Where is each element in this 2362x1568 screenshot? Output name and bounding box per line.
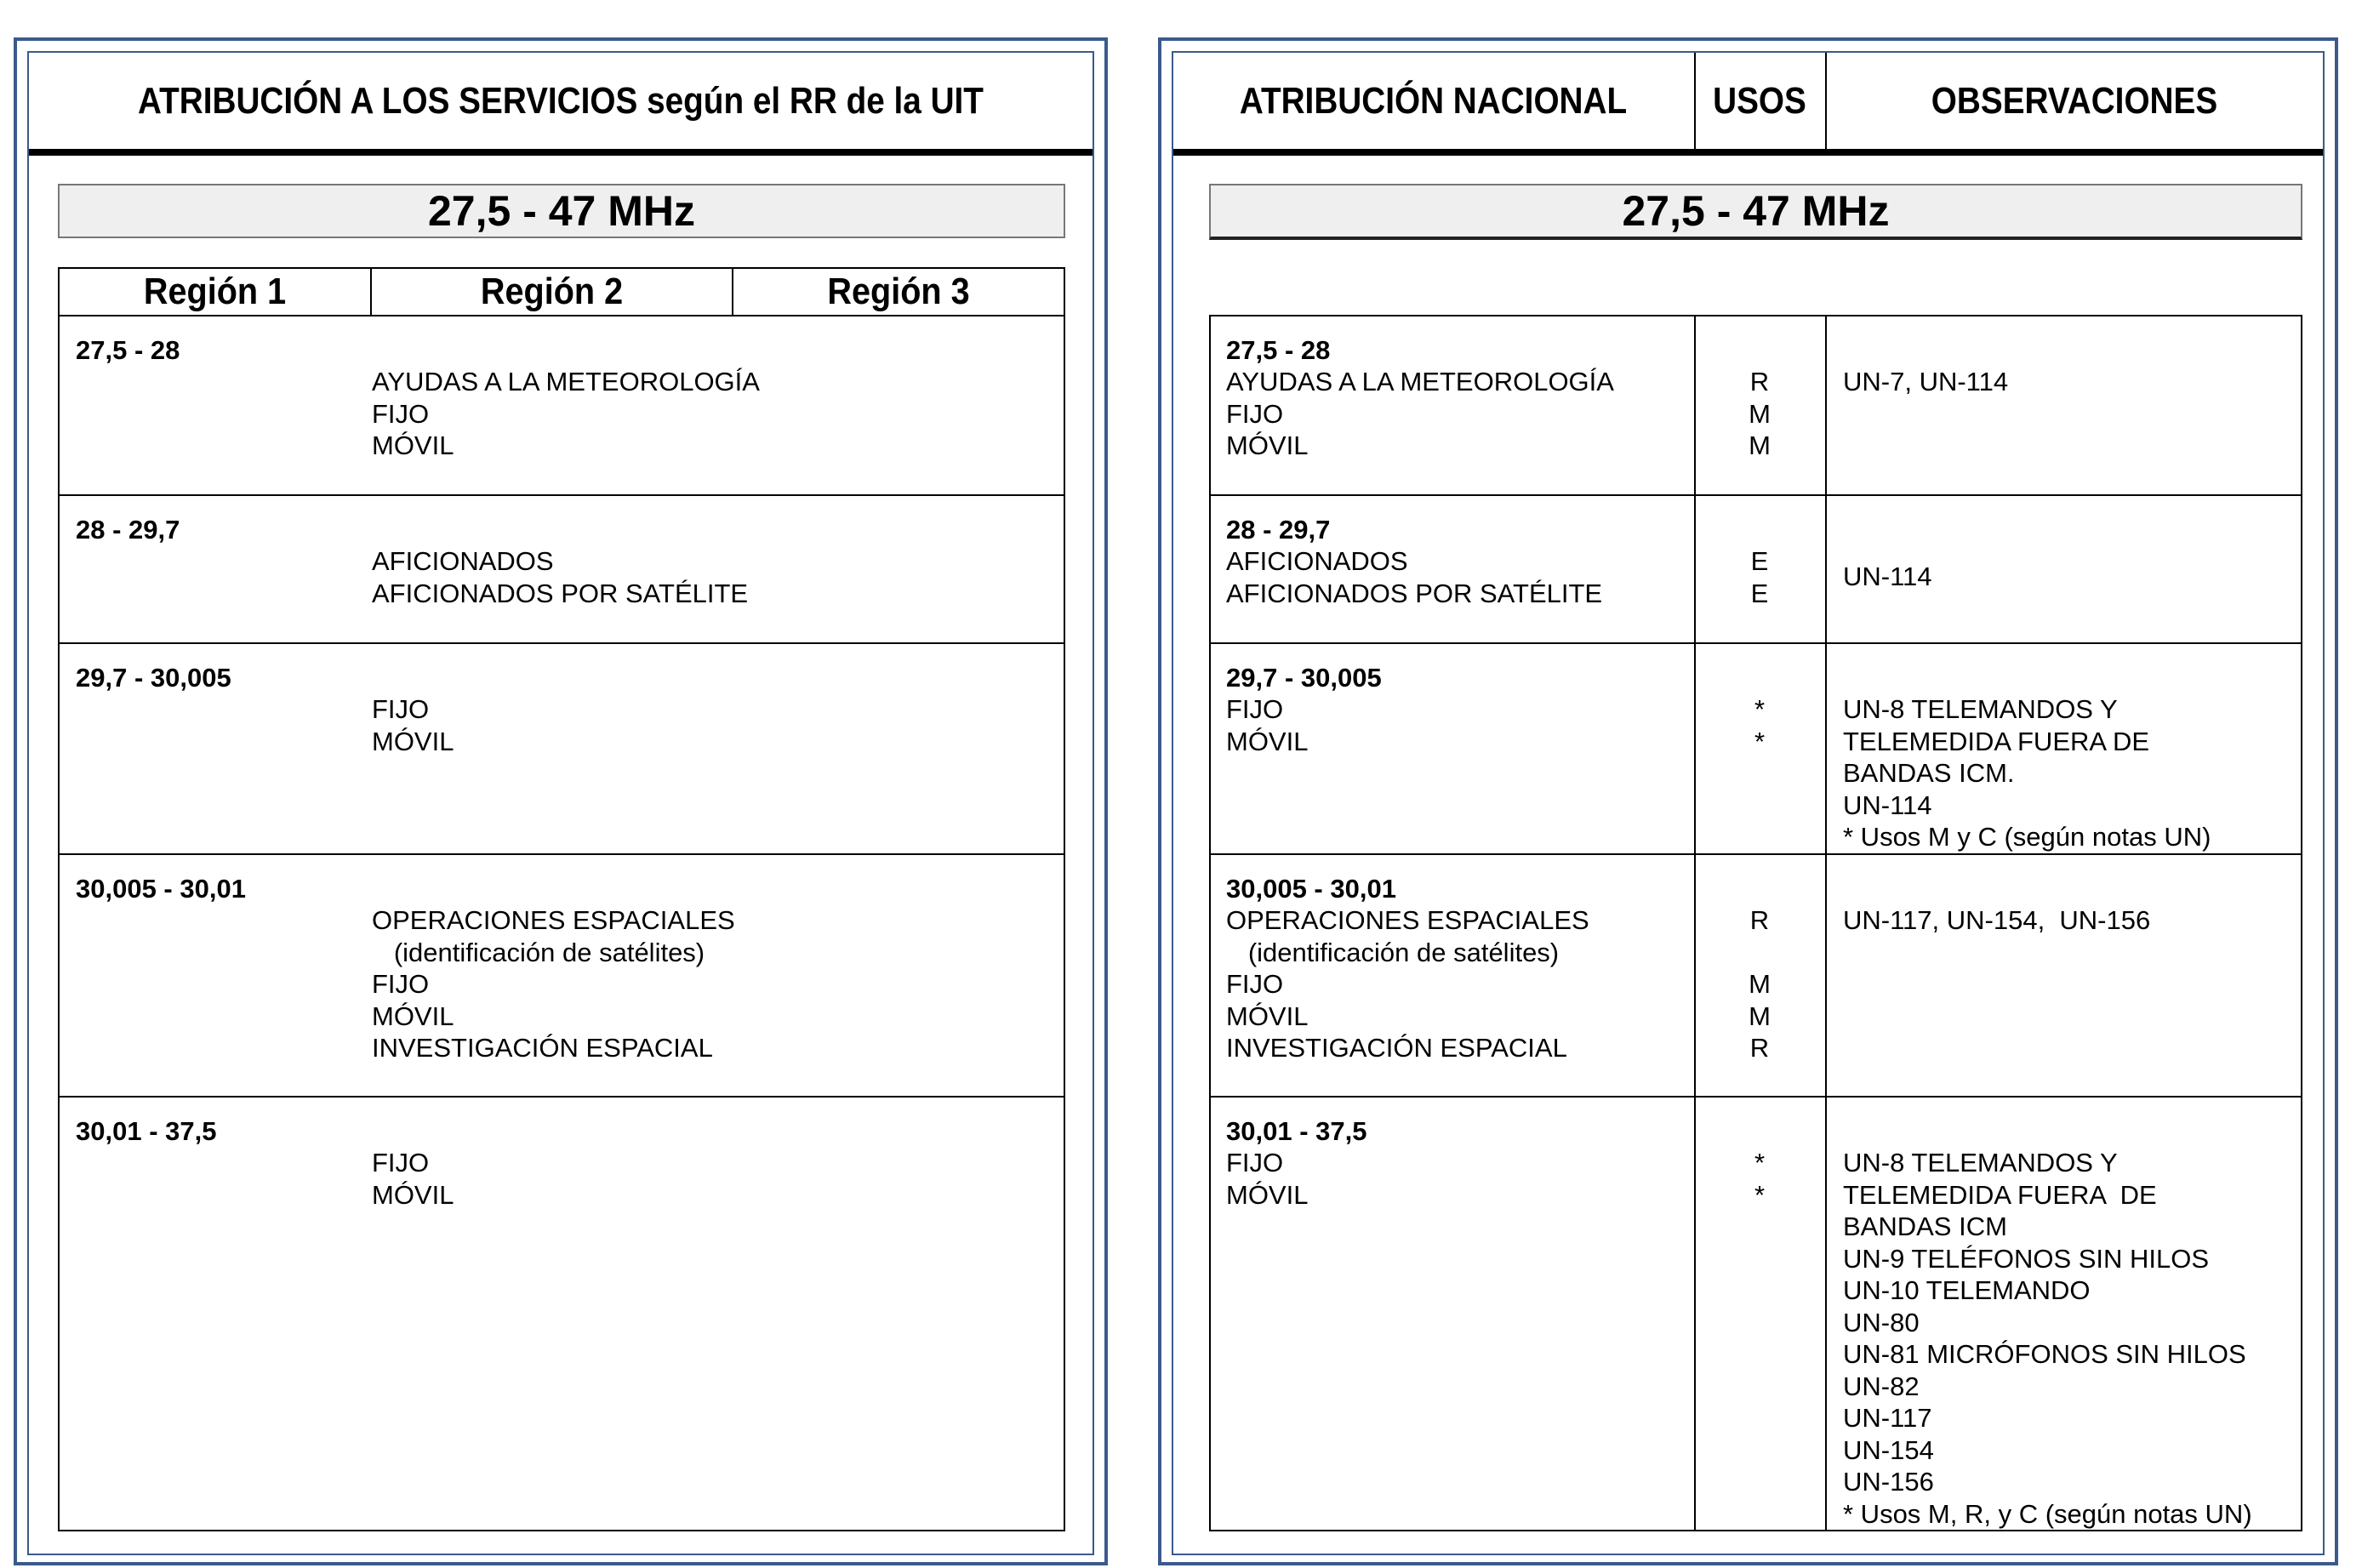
left-service: AFICIONADOS: [372, 546, 554, 576]
observation: UN-156: [1843, 1467, 1934, 1497]
left-service: MÓVIL: [372, 1001, 454, 1031]
uso-code: M: [1749, 1001, 1771, 1031]
right-service: FIJO: [1226, 1148, 1284, 1177]
left-band-label: 30,005 - 30,01: [76, 874, 246, 904]
left-service: FIJO: [372, 969, 430, 999]
right-service: MÓVIL: [1226, 1180, 1309, 1210]
observation: UN-154: [1843, 1435, 1934, 1465]
uso-code: M: [1749, 969, 1771, 999]
left-service: AFICIONADOS POR SATÉLITE: [372, 579, 749, 608]
left-service: FIJO: [372, 399, 430, 429]
left-service: (identificación de satélites): [372, 938, 705, 967]
title-usos: USOS: [1713, 79, 1806, 122]
right-service: FIJO: [1226, 399, 1284, 429]
left-band-label: 29,7 - 30,005: [76, 663, 231, 693]
uso-code: *: [1754, 1148, 1766, 1177]
observation: UN-117, UN-154, UN-156: [1843, 905, 2151, 935]
right-header-sep-2: [1825, 53, 1827, 149]
right-col-sep-2: [1825, 315, 1827, 1531]
right-service: AFICIONADOS: [1226, 546, 1408, 576]
uso-code: M: [1749, 430, 1771, 460]
observation: UN-81 MICRÓFONOS SIN HILOS: [1843, 1339, 2246, 1369]
right-row-line-4: [1209, 1096, 2302, 1098]
observation: TELEMEDIDA FUERA DE: [1843, 1180, 2157, 1210]
observation: UN-80: [1843, 1308, 1920, 1337]
left-service: FIJO: [372, 694, 430, 724]
right-header: [1173, 53, 2323, 156]
right-service: INVESTIGACIÓN ESPACIAL: [1226, 1033, 1567, 1063]
observation: UN-117: [1843, 1403, 1932, 1433]
left-service: FIJO: [372, 1148, 430, 1177]
right-band-label: 30,01 - 37,5: [1226, 1116, 1367, 1146]
observation: UN-7, UN-114: [1843, 367, 2009, 396]
uso-code: R: [1749, 905, 1770, 935]
right-header-sep-1: [1694, 53, 1696, 149]
observation: UN-114: [1843, 562, 1932, 591]
uso-code: M: [1749, 399, 1771, 429]
left-header: [29, 53, 1093, 156]
observation: BANDAS ICM.: [1843, 758, 2015, 788]
right-service: FIJO: [1226, 694, 1284, 724]
uso-code: *: [1754, 1180, 1766, 1210]
title-nacional: ATRIBUCIÓN NACIONAL: [1239, 79, 1628, 122]
right-row-line-3: [1209, 853, 2302, 855]
left-row-line-2: [58, 642, 1065, 644]
observation: * Usos M y C (según notas UN): [1843, 822, 2211, 852]
left-service: OPERACIONES ESPACIALES: [372, 905, 735, 935]
left-region-sep-2: [732, 267, 733, 315]
right-service: (identificación de satélites): [1226, 938, 1560, 967]
left-service: MÓVIL: [372, 727, 454, 756]
observation: UN-9 TELÉFONOS SIN HILOS: [1843, 1244, 2210, 1274]
right-band-label: 30,005 - 30,01: [1226, 874, 1396, 904]
left-service: AYUDAS A LA METEOROLOGÍA: [372, 367, 760, 396]
left-service: MÓVIL: [372, 1180, 454, 1210]
left-title: ATRIBUCIÓN A LOS SERVICIOS según el RR de la UIT: [138, 79, 984, 122]
uso-code: R: [1749, 367, 1770, 396]
observation: UN-114: [1843, 790, 1932, 820]
uso-code: E: [1750, 579, 1769, 608]
right-row-line-2: [1209, 642, 2302, 644]
observation: * Usos M, R, y C (según notas UN): [1843, 1499, 2252, 1529]
left-band-label: 27,5 - 28: [76, 335, 180, 365]
observation: UN-8 TELEMANDOS Y: [1843, 1148, 2118, 1177]
title-observaciones: OBSERVACIONES: [1931, 79, 2218, 122]
observation: UN-82: [1843, 1371, 1920, 1401]
uso-code: E: [1750, 546, 1769, 576]
left-band-label: 30,01 - 37,5: [76, 1116, 217, 1146]
region-3-header: Región 3: [827, 271, 970, 312]
left-row-line-1: [58, 494, 1065, 496]
right-service: FIJO: [1226, 969, 1284, 999]
right-service: MÓVIL: [1226, 727, 1309, 756]
observation: UN-8 TELEMANDOS Y: [1843, 694, 2118, 724]
left-range-box: 27,5 - 47 MHz: [58, 184, 1065, 238]
uso-code: *: [1754, 727, 1766, 756]
right-band-label: 29,7 - 30,005: [1226, 663, 1382, 693]
region-1-header: Región 1: [143, 271, 287, 312]
region-2-header: Región 2: [480, 271, 624, 312]
right-range-box: 27,5 - 47 MHz: [1209, 184, 2302, 240]
observation: BANDAS ICM: [1843, 1212, 2007, 1241]
uso-code: R: [1749, 1033, 1770, 1063]
right-service: OPERACIONES ESPACIALES: [1226, 905, 1589, 935]
right-band-label: 27,5 - 28: [1226, 335, 1331, 365]
right-service: MÓVIL: [1226, 1001, 1309, 1031]
right-col-sep-1: [1694, 315, 1696, 1531]
right-band-label: 28 - 29,7: [1226, 515, 1331, 545]
observation: UN-10 TELEMANDO: [1843, 1275, 2091, 1305]
observation: TELEMEDIDA FUERA DE: [1843, 727, 2150, 756]
right-service: AFICIONADOS POR SATÉLITE: [1226, 579, 1603, 608]
uso-code: *: [1754, 694, 1766, 724]
left-row-line-3: [58, 853, 1065, 855]
left-region-sep-1: [370, 267, 372, 315]
right-row-line-1: [1209, 494, 2302, 496]
right-service: AYUDAS A LA METEOROLOGÍA: [1226, 367, 1614, 396]
left-service: MÓVIL: [372, 430, 454, 460]
left-band-label: 28 - 29,7: [76, 515, 180, 545]
left-header-line: [58, 315, 1065, 316]
left-row-line-4: [58, 1096, 1065, 1098]
right-service: MÓVIL: [1226, 430, 1309, 460]
left-service: INVESTIGACIÓN ESPACIAL: [372, 1033, 713, 1063]
